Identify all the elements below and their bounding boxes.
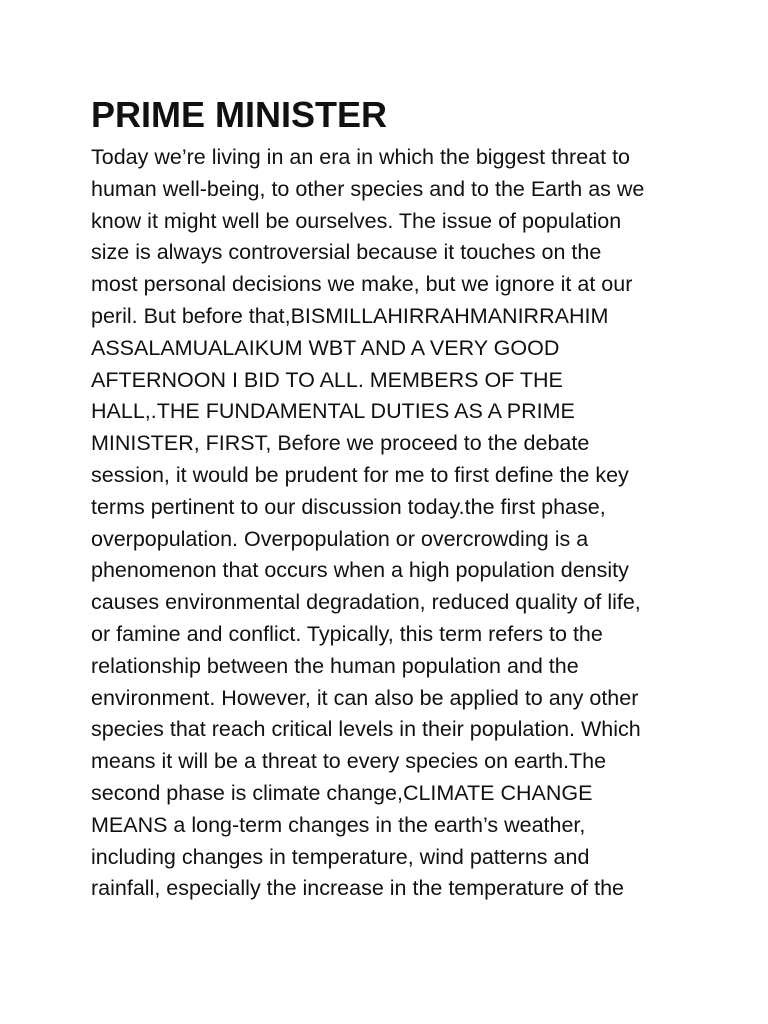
text-line: MEANS a long-term changes in the earth’s weather,: [91, 812, 586, 837]
text-line: species that reach critical levels in their population. Which: [91, 717, 641, 742]
text-line: relationship between the human population and the: [91, 653, 579, 678]
text-line: HALL,.THE FUNDAMENTAL DUTIES AS A PRIME: [91, 399, 575, 424]
text-line: size is always controversial because it touches on the: [91, 240, 602, 265]
text-line: AFTERNOON I BID TO ALL. MEMBERS OF THE: [91, 367, 563, 392]
text-line: rainfall, especially the increase in the temperature of the: [91, 876, 625, 901]
text-line: terms pertinent to our discussion today.the first phase,: [91, 494, 606, 519]
text-line: Today we’re living in an era in which the biggest threat to: [91, 145, 631, 169]
text-line: ASSALAMUALAIKUM WBT AND A VERY GOOD: [91, 335, 560, 360]
text-line: MINISTER, FIRST, Before we proceed to the debate: [91, 431, 590, 456]
body-paragraph: [91, 142, 691, 905]
text-line: means it will be a threat to every species on earth.The: [91, 749, 607, 774]
text-line: know it might well be ourselves. The issue of population: [91, 208, 622, 233]
text-line: phenomenon that occurs when a high population density: [91, 558, 629, 583]
text-line: environment. However, it can also be applied to any other: [91, 685, 639, 710]
text-line: including changes in temperature, wind patterns and: [91, 844, 590, 869]
page-title: PRIME MINISTER: [91, 94, 388, 135]
text-line: session, it would be prudent for me to first define the key: [91, 462, 629, 487]
text-line: second phase is climate change,CLIMATE CHANGE: [91, 780, 593, 805]
text-line: causes environmental degradation, reduced quality of life,: [91, 590, 641, 615]
text-line: human well-being, to other species and to the Earth as we: [91, 176, 645, 201]
text-line: overpopulation. Overpopulation or overcrowding is a: [91, 526, 589, 551]
text-line: peril. But before that,BISMILLAHIRRAHMANIRRAHIM: [91, 303, 609, 328]
text-line: most personal decisions we make, but we ignore it at our: [91, 272, 633, 297]
text-line: or famine and conflict. Typically, this term refers to the: [91, 621, 603, 646]
